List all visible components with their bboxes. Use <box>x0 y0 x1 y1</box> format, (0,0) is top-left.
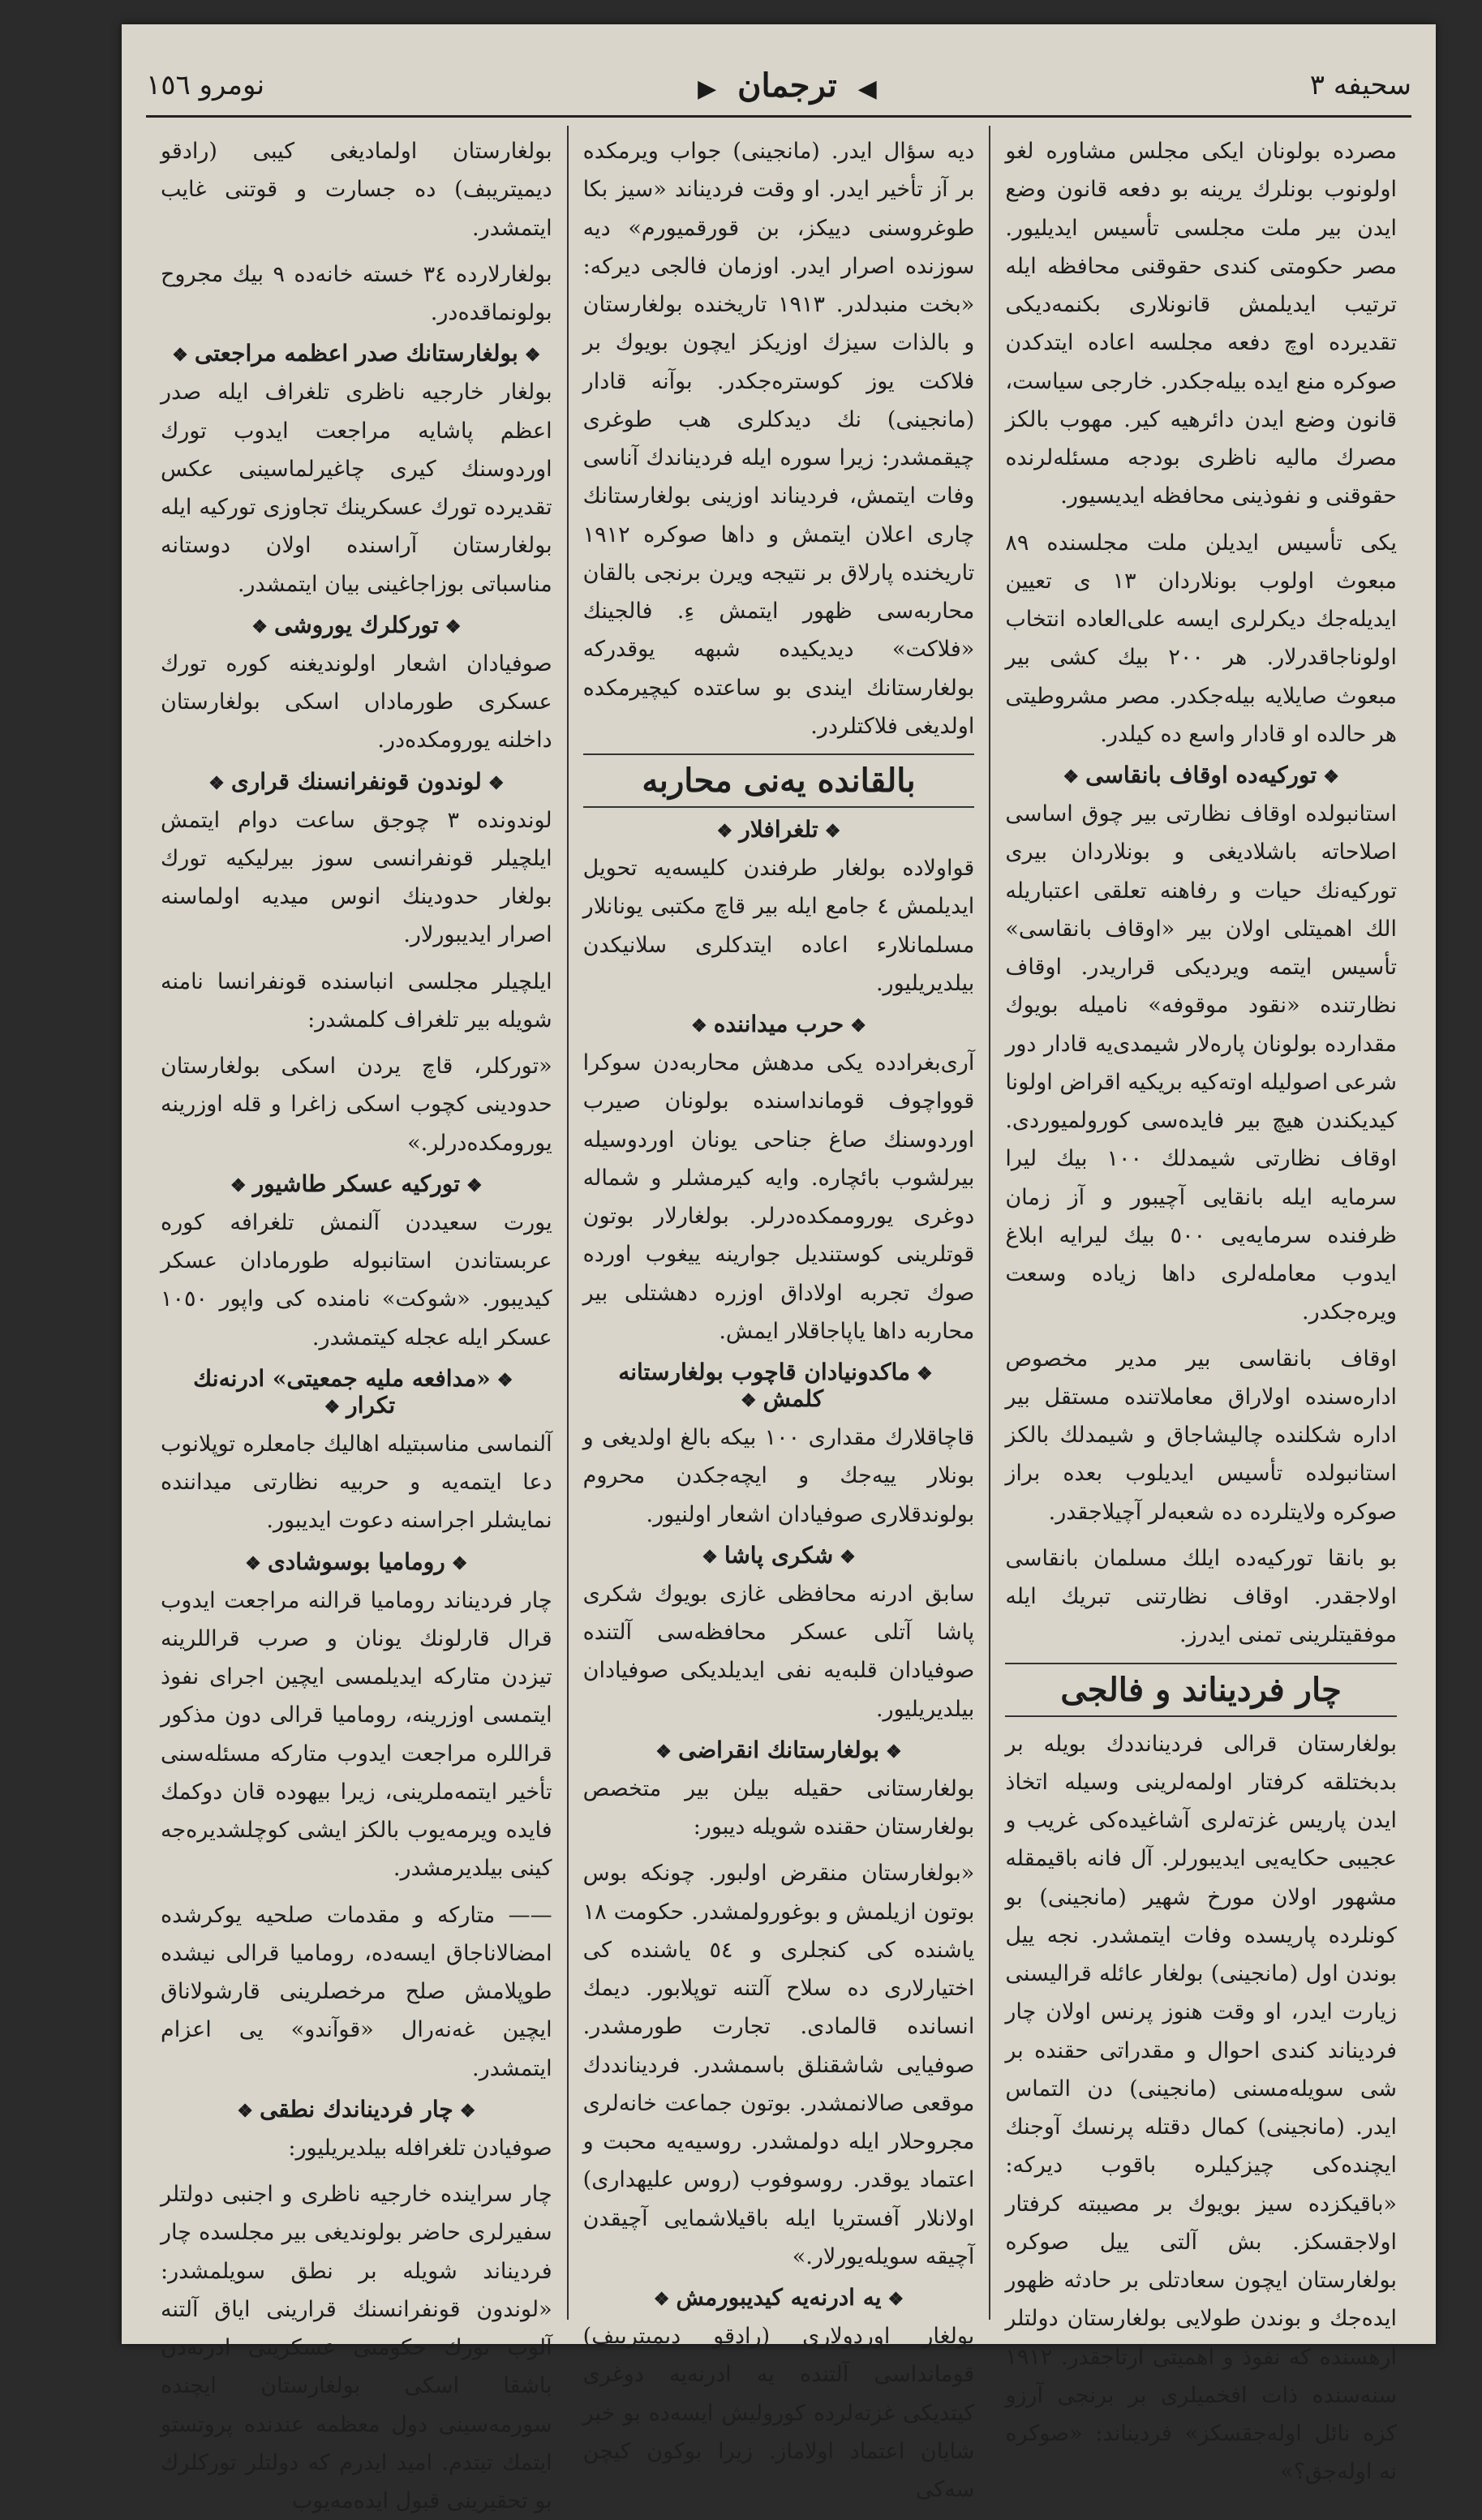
ornament-icon: ❖ <box>691 1015 707 1037</box>
article-paragraph: صوفيادن تلغرافله بيلديريليور: <box>288 2135 552 2161</box>
ornament-icon: ❖ <box>208 772 225 794</box>
article-paragraph: ايلچيلر مجلسى انباسنده قونفرانسا نامنه شويله بير تلغراف كلمشدر: <box>160 968 552 1032</box>
masthead-title-text: ترجمان <box>737 66 837 105</box>
header-rule <box>146 115 1411 118</box>
article-heading-text: يه ادرنه‌يه كيديبورمش <box>676 2284 882 2311</box>
article-heading-text: چار فرديناندك نطقى <box>259 2095 453 2123</box>
ornament-icon: ❖ <box>459 2100 476 2122</box>
article-paragraph: يكى تأسيس ايديلن ملت مجلسنده ٨٩ مبعوث اولوب بونلاردان ١٣ ى تعيين ايديله‌جك ديكرلرى ايسه على‌العاده انتخاب اولوناجاقدرلار. هر ٢٠٠ بيك كشى بير مبعوث صايلايه بيله‌جكدر. مصر مشروطيتى هر حالده او قادار واسع ده كيلدر. <box>1005 530 1398 747</box>
ornament-icon: ◀ <box>857 74 877 103</box>
ornament-icon: ❖ <box>653 2289 670 2310</box>
column-3 <box>146 126 569 2514</box>
article-paragraph: آلنماسى مناسبتيله اهاليك جامعلره توپلانوب دعا ايتمه‌يه و حربيه نظارتى ميداننده نمايشلر اجراسنه دعوت ايديبور. <box>160 1431 552 1534</box>
article-paragraph: «توركلر، قاچ يردن اسكى بولغارستان حدودينى كچوب اسكى زاغرا و قله اوزرينه يورومكده‌درلر.» <box>160 1054 552 1156</box>
article-heading <box>161 612 552 638</box>
ornament-icon: ❖ <box>840 1546 856 1568</box>
ornament-icon: ❖ <box>886 1741 902 1762</box>
article-heading-text: بولغارستانك انقراضى <box>677 1736 879 1763</box>
page-header <box>146 57 1411 114</box>
article-heading-text: حرب ميداننده <box>713 1011 844 1037</box>
article-paragraph: بولغار اوردولارى (رادقو ديميتريبف) قومانداسى آلتنده يه ادرنه‌يه دوغرى كيتديكى غزته‌لرده كوروليش ايسه‌ده بو خبر شايان اعتماد اولاماز. زيرا بوكون كيچن سه‌كى <box>582 2324 975 2502</box>
article-heading <box>161 2096 552 2123</box>
article-heading-text: بولغارستانك صدر اعظمه مراجعتى <box>194 340 518 367</box>
article-paragraph: آرى‌بغرادده يكى مدهش محاربه‌دن سوكرا قوواچوف قومانداسنده بولونان صيرب اوردوسنك صاغ جناحى يونان اوردوسيله بيرلشوب بائچاره. وايه كيرمشلر و شماله دوغرى يوروممكده‌درلر. بولغارلار بوتون قوتلرينى كوستنديل جوارينه ييغوب اورده صوك تجربه اولاداق اوزره دهشتلى بير محاربه داها ياپاجاقلار ايمش. <box>582 1050 975 1344</box>
article-paragraph: «بولغارستان منقرض اولبور. چونكه بوس بوتون ازيلمش و بوغورولمشدر. حكومت ١٨ ياشنده كى كنجلرى و ٥٤ ياشنده كى اختيارلارى ده سلاح آلتنه توپلابور. ديمك انسانده قالمادى. تجارت طورمشدر. صوفيايى شاشقنلق باسمشدر. فردينانددك موقعى صالانمشدر. بوتون جماعت خانه‌لرى مجروحلار ايله دولمشدر. روسيه‌يه محبت و اعتماد يوقدر. روسوفوب (روس عليهدارى) اولانلار آفستريا ايله باقيلاشمايى آچيقدن آچيقه سويله‌يورلار.» <box>582 1861 975 2269</box>
ornament-icon: ❖ <box>1063 766 1080 788</box>
ornament-icon: ❖ <box>824 821 841 842</box>
ornament-icon: ❖ <box>850 1015 866 1037</box>
article-heading-text: «مدافعه مليه جمعيتى» ادرنه‌نك تكرار <box>193 1364 491 1419</box>
article-heading <box>583 1359 975 1412</box>
ornament-icon: ❖ <box>466 1174 483 1196</box>
article-paragraph: بولغارستان اولماديغى كيبى (رادقو ديميتريبف) ده جسارت و قوتنى غايب ايتمشدر. <box>160 139 552 241</box>
article-paragraph: چار سراينده خارجيه ناظرى و اجنبى دولتلر سفيرلرى حاضر بولونديغى بير مجلسده چار فرديناند شويله بر نطق سويلمشدر: «لوندون قونفرانسنك قرارينى اياق آلتنه آلوب تورك حكومتى عسكرينى ادرنه‌دن باشقا اسكى بولغارستان ايچنده سورمه‌سينى دول معظمه عندنده پروتستو ايتمك تيتدم. اميد ايدرم كه دولتلر توركلرك بو تحقيرينى قبول ايده‌مه‌يوب <box>160 2182 552 2514</box>
article-heading-text: شكرى پاشا <box>724 1541 834 1569</box>
newspaper-page <box>122 24 1436 2514</box>
article-paragraph: ديه سؤال ايدر. (مانجينى) جواب ويرمكده بر آز تأخير ايدر. او وقت فرديناند «سيز بكا طوغروسنى دييكز، بن قورقميورم» ديه سوزنده اصرار ايدر. اوزمان فالجى ديركه: «بخت منبدلدر. ١٩١٣ تاريخنده بولغارستان و بالذات سيزك اوزيكز ايچون بويوك بر فلاكت يوز كوستره‌جكدر. بوآنه قادار (مانجينى) نك ديدكلرى هب طوغرى چيقمشدر: زيرا سوره ايله فرديناندك آناسى وفات ايتمش، فرديناند اوزينى بولغارستانك چارى اعلان ايتمش و داها صوكره ١٩١٢ تاريخنده پارلاق بر نتيجه ويرن برنجى بالقان محاربه‌سى ظهور ايتمش ءِ. فالجينك «فلاكت» ديديكيده شبهه يوقدركه بولغارستانك ايندى بو ساعتده كيچيرمكده اولديغى فلاكتلردر. <box>582 139 975 739</box>
article-paragraph: استانبولده اوقاف نظارتى بير چوق اساسى اصلاحاته باشلاديغى و بونلاردان بيرى توركيه‌نك حيات و رفاهنه تعلقى اعتباريله الك اهميتلى اولان بير «اوقاف بانقاسى» تأسيس ايتمه ويرديكى قراريدر. اوقاف نظارتنده «نقود موقوفه» ناميله بويوك مقدارده بولونان پاره‌لار شيمدى‌يه قادار دور شرعى اصوليله اوته‌كيه بريكيه اقراض اولونا كيديكندن هيچ بير فايده‌سى كورولميوردى. اوقاف نظارتى شيمدلك ١٠٠ بيك ليرا سرمايه ايله بانقايى آچيبور و آز زمان ظرفنده سرمايه‌يى ٥٠٠ بيك ليرايه ابلاغ ايدوب معامله‌لرى داها زياده وسعت ويره‌جكدر. <box>1005 801 1398 1325</box>
article-paragraph: لوندونده ٣ چوجق ساعت دوام ايتمش ايلچيلر قونفرانسى سوز بيرليكيه تورك بولغار حدودينك انوس ميديه اولماسنه اصرار ايديبورلار. <box>160 807 552 948</box>
column-2 <box>569 126 991 2502</box>
section-headline: چار فردیناند و فالجى <box>1005 1663 1397 1717</box>
article-heading <box>161 1170 552 1197</box>
ornament-icon: ❖ <box>172 345 188 367</box>
masthead-title <box>688 67 887 105</box>
ornament-icon: ❖ <box>324 1396 341 1418</box>
ornament-icon: ❖ <box>702 1546 718 1568</box>
article-heading-text: توركيه عسكر طاشيور <box>252 1170 461 1197</box>
article-heading-text: لوندون قونفرانسنك قرارى <box>230 767 482 795</box>
ornament-icon: ❖ <box>917 1363 933 1384</box>
ornament-icon: ❖ <box>451 1552 468 1574</box>
article-paragraph: صوفيادان اشعار اولونديغنه كوره تورك عسكرى طورماداں اسكى بولغارستان داخلنه يورومكده‌در. <box>160 650 552 753</box>
ornament-icon: ❖ <box>445 616 462 638</box>
article-heading <box>1005 762 1397 788</box>
article-paragraph: بولغارلارده ٣٤ خسته خانه‌ده ٩ بيك مجروح بولونماقده‌در. <box>160 261 552 325</box>
ornament-icon: ❖ <box>237 2100 253 2122</box>
article-paragraph: قاچاقلارك مقدارى ١٠٠ بيكه بالغ اولديغى و بونلار ييه‌جك و ايچه‌جكدن محروم بولوندقلارى صوفيادان اشعار اولنيور. <box>582 1425 975 1527</box>
article-heading <box>583 2284 975 2311</box>
ornament-icon: ❖ <box>245 1552 261 1574</box>
article-heading-text: توركيه‌ده اوقاف بانقاسى <box>1085 762 1317 788</box>
article-paragraph: قواولاده بولغار طرفندن كليسه‌يه تحويل ايديلمش ٤ جامع ايله بير قاچ مكتبى يونانلار مسلمانلارء اعاده ايتدكلرى سلانيكدن بيلديريليور. <box>582 856 975 996</box>
article-heading-text: ماكدونيادان قاچوب بولغارستانه كلمش <box>618 1359 911 1412</box>
article-heading <box>583 1737 975 1763</box>
article-paragraph: اوقاف بانقاسى بير مدير مخصوص اداره‌سنده اولاراق معاملاتنده مستقل بير اداره شكلنده چاليشاجاق و شيمدلك بالكز استانبولده تأسيس ايديلوب بعده براز صوكره ولايتلرده ده شعبه‌لر آچيلاجقدر. <box>1005 1346 1397 1525</box>
article-heading <box>583 1542 975 1569</box>
ornament-icon: ❖ <box>488 772 505 794</box>
column-1 <box>990 126 1411 2485</box>
article-heading <box>161 1365 552 1419</box>
article-paragraph: چار فرديناند روماميا قرالنه مراجعت ايدوب قرال قارلونك يونان و صرب قراللرينه تيزدن متاركه ايديلمسى ايچين اجراى نفوذ ايتمسى اوزرينه، روماميا قرالى دون مذكور قراللره مراجعت ايدوب متاركه مسئله‌سنى تأخير ايتمه‌ملرينى، زيرا بيهوده قان دوكمك فايده ويرمه‌يوب بالكز ايشى كوچلشديره‌جه كينى بيلديرمشدر. <box>160 1587 552 1882</box>
article-heading-text: روماميا بوسوشادى <box>267 1548 445 1575</box>
article-heading <box>583 816 975 843</box>
article-heading <box>583 1011 975 1037</box>
article-paragraph: بولغارستان قرالى فردينانددك بويله بر بدبختلقه كرفتار اولمه‌لرينى وسيله اتخاذ ايدن پاريس غزته‌لرى آشاغيده‌كى غريب و عجيبى حكايه‌يى ايديبورلر. آل فانه باقيمقله مشهور اولان مورخ شهير (مانجينى) بو كونلرده پاريسده وفات ايتمشدر. نجه ييل بوندن اول (مانجينى) بولغار عائله قراليسنى زيارت ايدر، او وقت هنوز پرنس اولان چار فرديناند كندى احوال و مقدراتى حقنده بر شى سويله‌مسنى (مانجينى) دن التماس ايدر. (مانجينى) كمال دقتله پرنسك آوجنك ايچنده‌كى چيزكيلره باقوب ديركه: «باقيكزده سيز بويوك بر مصيبته كرفتار اولاجقسكز. بش آلتى ييل صوكره بولغارستان ايچون سعادتلى بر حادثه ظهور ايده‌جك و بوندن طولايى بولغارستان دولتلر آرهسنده كه نفوذ و اهميتى آرتاجقدر. ١٩١٢ سنه‌سنده ذات افخميلرى بر برنجى آرزو كزه نائل اوله‌جقسكز» فرديناند: «صوكره نه اوله‌جق؟» <box>1005 1731 1397 2485</box>
ornament-icon: ❖ <box>740 1390 757 1411</box>
columns-container <box>146 126 1411 2514</box>
ornament-icon: ❖ <box>496 1369 513 1391</box>
article-paragraph: يورت سعيددن آلنمش تلغرافه كوره عربستاندن استانبوله طورمادان عسكر كيديبور. «شوكت» نامنده كى واپور ١٠٥٠ عسكر ايله عجله كيتمشدر. <box>160 1209 552 1350</box>
article-paragraph: بولغار خارجيه ناظرى تلغراف ايله صدر اعظم پاشايه مراجعت ايدوب تورك اوردوسنك كيرى چاغيرلماسينى عكس تقديرده تورك عسكرينك تجاوزى توركيه ايله بولغارستان آراسنده اولان دوستانه مناسباتى بوزاجاغينى بيان ايتمشدر. <box>160 380 552 597</box>
ornament-icon: ❖ <box>524 345 541 367</box>
ornament-icon: ❖ <box>230 1174 247 1196</box>
article-heading <box>161 1548 552 1575</box>
article-heading <box>161 768 552 795</box>
page-number-label: سحيفه ٣ <box>1309 69 1411 101</box>
ornament-icon: ❖ <box>1323 766 1339 788</box>
article-paragraph: —— متاركه و مقدمات صلحيه يوكرشده امضالاناجاق ايسه‌ده، روماميا قرالى نيشده طوپلامش صلح مرخصلرينى قارشولاناق ايچين غه‌نه‌رال «قوآندو» يى اعزام ايتمشدر. <box>160 1902 552 2081</box>
article-heading-text: تلغرافلار <box>739 816 818 843</box>
ornament-icon: ❖ <box>887 2289 904 2310</box>
issue-number-label: نومرو ١٥٦ <box>146 69 265 101</box>
article-paragraph: بولغارستانى حقيله بيلن بير متخصص بولغارستان حقنده شويله ديبور: <box>582 1775 975 1840</box>
ornament-icon: ▶ <box>698 74 717 103</box>
ornament-icon: ❖ <box>655 1741 672 1762</box>
section-headline: بالقانده يه‌نى محاربه <box>583 753 975 808</box>
ornament-icon: ❖ <box>251 616 268 638</box>
article-paragraph: بو بانقا توركيه‌ده ايلك مسلمان بانقاسى اولاجقدر. اوقاف نظارتنى تبريك ايله موفقيتلرينى تمنى ايدرز. <box>1005 1545 1397 1648</box>
article-paragraph: مصرده بولونان ايكى مجلس مشاوره لغو اولونوب بونلرك يرينه بو دفعه قانون وضع ايدن بير ملت مجلسى تأسيس ايديليور. مصر حكومتى كندى حقوقنى محافظه ايله ترتيب ايديلمش قانونلارى بكنمه‌دیكى تقديرده اوچ دفعه مجلسه اعاده ايتدكدن صوكره منع ايده بيله‌جكدر. خارجى سياست، قانون وضع ايدن دائرهيه كير. مهوب بالكز مصرك ماليه ناظرى بودجه مسئله‌لرنده حقوقنى و نفوذينى محافظه ايديسيور. <box>1005 139 1397 509</box>
ornament-icon: ❖ <box>716 821 733 842</box>
article-paragraph: سابق ادرنه محافظى غازى بويوك شكرى پاشا آتلى عسكر محافظه‌سى آلتنده صوفيادان قلبه‌يه نفى ايديلديكى صوفيادان بيلديريليور. <box>582 1581 975 1722</box>
article-heading-text: توركلرك يوروشى <box>273 611 439 638</box>
article-heading <box>161 340 552 367</box>
